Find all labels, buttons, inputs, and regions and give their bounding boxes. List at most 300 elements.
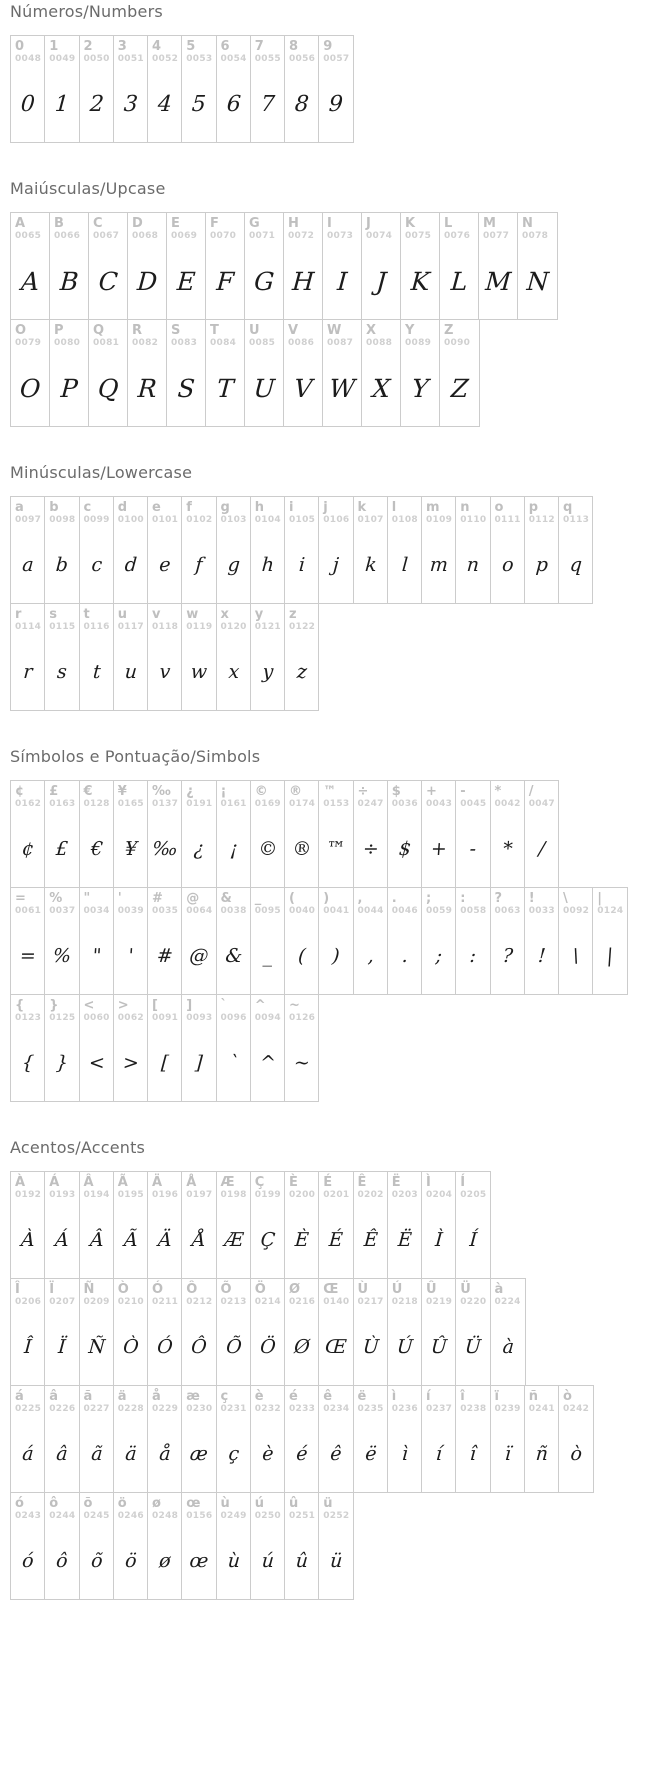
glyph-unicode-label: 0044 (357, 906, 384, 916)
glyph-preview: > (121, 1052, 140, 1074)
glyph-preview: å (158, 1443, 172, 1465)
glyph-cell (251, 1493, 285, 1599)
glyph-char-label: Î (15, 1282, 20, 1297)
glyph-char-label: Ì (426, 1175, 431, 1190)
glyph-cell (525, 781, 558, 887)
glyph-char-label: Ã (117, 1175, 128, 1190)
glyph-preview: ò (569, 1443, 583, 1465)
glyph-unicode-label: 0062 (117, 1013, 144, 1023)
glyph-unicode-label: 0096 (220, 1013, 247, 1023)
glyph-char-label: æ (186, 1389, 200, 1404)
glyph-char-label: e (152, 500, 161, 515)
section-title: Números/Numbers (10, 2, 163, 21)
glyph-unicode-label: 0196 (152, 1190, 179, 1200)
glyph-cell (285, 888, 319, 994)
glyph-char-label: ™ (323, 784, 337, 799)
glyph-unicode-label: 0043 (426, 799, 453, 809)
glyph-unicode-label: 0243 (15, 1511, 42, 1521)
glyph-unicode-label: 0039 (117, 906, 144, 916)
glyph-cell (182, 1386, 216, 1492)
glyph-char-label: Ù (357, 1282, 369, 1297)
glyph-unicode-label: 0156 (186, 1511, 213, 1521)
glyph-unicode-label: 0087 (327, 338, 354, 348)
glyph-preview: ™ (325, 838, 347, 860)
glyph-preview: ) (331, 945, 341, 967)
glyph-char-label: n (460, 500, 470, 515)
glyph-unicode-label: 0097 (15, 515, 42, 525)
glyph-preview: 5 (191, 91, 208, 117)
glyph-unicode-label: 0119 (186, 622, 213, 632)
glyph-char-label: £ (49, 784, 59, 799)
glyph-char-label: ? (494, 891, 503, 906)
glyph-cell (251, 604, 285, 710)
glyph-char-label: Ò (117, 1282, 129, 1297)
glyph-char-label: 8 (289, 39, 299, 54)
glyph-cell (285, 995, 318, 1101)
glyph-preview: ! (537, 945, 547, 967)
glyph-preview: ö (124, 1550, 138, 1572)
glyph-char-label: m (426, 500, 440, 515)
glyph-preview: õ (89, 1550, 103, 1572)
glyph-cell (148, 888, 182, 994)
glyph-row (10, 1278, 526, 1386)
glyph-char-label: R (132, 323, 143, 338)
glyph-preview: ~ (293, 1052, 311, 1074)
glyph-unicode-label: 0079 (15, 338, 42, 348)
glyph-char-label: H (288, 216, 299, 231)
glyph-preview: Ó (156, 1336, 174, 1358)
glyph-cell (148, 497, 182, 603)
glyph-preview: Æ (223, 1229, 244, 1251)
glyph-unicode-label: 0199 (254, 1190, 281, 1200)
glyph-preview: o (500, 554, 514, 576)
glyph-preview: ? (501, 945, 514, 967)
glyph-preview: @ (188, 945, 210, 967)
glyph-char-label: u (117, 607, 128, 622)
glyph-unicode-label: 0095 (254, 906, 281, 916)
glyph-cell (217, 1172, 251, 1278)
glyph-char-label: é (289, 1389, 298, 1404)
glyph-char-label: o (494, 500, 504, 515)
glyph-char-label: V (288, 323, 299, 338)
glyph-cell (45, 995, 79, 1101)
glyph-cell (285, 1493, 319, 1599)
glyph-cell (11, 781, 45, 887)
glyph-char-label: \ (563, 891, 568, 906)
glyph-unicode-label: 0068 (132, 231, 159, 241)
glyph-cell (45, 36, 79, 142)
glyph-unicode-label: 0218 (391, 1297, 418, 1307)
glyph-preview: Z (450, 373, 470, 403)
glyph-cell (388, 1172, 422, 1278)
glyph-cell (251, 888, 285, 994)
glyph-cell (148, 1279, 182, 1385)
glyph-char-label: ó (15, 1496, 24, 1511)
glyph-cell (362, 320, 401, 426)
glyph-unicode-label: 0090 (444, 338, 471, 348)
glyph-char-label: : (460, 891, 466, 906)
glyph-preview: . (400, 945, 409, 967)
glyph-preview: h (260, 554, 275, 576)
glyph-preview: D (136, 266, 159, 296)
glyph-cell (11, 1279, 45, 1385)
glyph-unicode-label: 0235 (357, 1404, 384, 1414)
glyph-unicode-label: 0042 (494, 799, 521, 809)
glyph-preview: ï (503, 1443, 512, 1465)
glyph-char-label: 9 (323, 39, 333, 54)
glyph-cell (319, 497, 353, 603)
glyph-cell (114, 888, 148, 994)
glyph-preview: ¥ (123, 838, 138, 860)
glyph-unicode-label: 0206 (15, 1297, 42, 1307)
glyph-unicode-label: 0228 (117, 1404, 144, 1414)
glyph-cell (354, 781, 388, 887)
glyph-char-label: Õ (220, 1282, 232, 1297)
glyph-char-label: ( (289, 891, 295, 906)
glyph-preview: ü (329, 1550, 344, 1572)
glyph-unicode-label: 0047 (528, 799, 555, 809)
glyph-preview: e (158, 554, 172, 576)
glyph-row (10, 994, 319, 1102)
glyph-cell (388, 1279, 422, 1385)
glyph-unicode-label: 0250 (254, 1511, 281, 1521)
glyph-unicode-label: 0244 (49, 1511, 76, 1521)
glyph-char-label: 1 (49, 39, 59, 54)
glyph-preview: ç (227, 1443, 240, 1465)
glyph-char-label: j (323, 500, 328, 515)
glyph-preview: ¡ (228, 838, 238, 860)
glyph-char-label: { (15, 998, 25, 1013)
glyph-char-label: ò (563, 1389, 572, 1404)
glyph-preview: z (296, 661, 308, 683)
glyph-cell (217, 604, 251, 710)
glyph-unicode-label: 0071 (249, 231, 276, 241)
glyph-unicode-label: 0112 (528, 515, 555, 525)
glyph-char-label: ¡ (220, 784, 227, 799)
glyph-char-label: q (563, 500, 573, 515)
glyph-char-label: Ü (460, 1282, 471, 1297)
glyph-cell (45, 1386, 79, 1492)
glyph-char-label: í (426, 1389, 431, 1404)
glyph-char-label: É (323, 1175, 333, 1190)
glyph-char-label: P (54, 323, 64, 338)
glyph-char-label: è (254, 1389, 264, 1404)
glyph-cell (319, 888, 353, 994)
glyph-char-label: ' (117, 891, 122, 906)
glyph-char-label: E (171, 216, 180, 231)
section-uppercase (10, 179, 661, 427)
glyph-row (10, 319, 480, 427)
glyph-unicode-label: 0198 (220, 1190, 247, 1200)
glyph-preview: G (253, 266, 276, 296)
glyph-unicode-label: 0224 (494, 1297, 521, 1307)
glyph-unicode-label: 0121 (254, 622, 281, 632)
glyph-preview: T (215, 373, 235, 403)
glyph-preview: ^ (258, 1052, 277, 1074)
glyph-preview: 2 (88, 91, 105, 117)
glyph-preview: Ö (259, 1336, 277, 1358)
glyph-char-label: [ (152, 998, 158, 1013)
glyph-preview: Ä (157, 1229, 173, 1251)
glyph-preview: g (226, 554, 241, 576)
glyph-cell (114, 604, 148, 710)
glyph-cell (401, 320, 440, 426)
glyph-preview: ì (400, 1443, 409, 1465)
glyph-preview: á (21, 1443, 35, 1465)
glyph-char-label: d (117, 500, 128, 515)
glyph-cell (525, 888, 559, 994)
glyph-char-label: < (83, 998, 95, 1013)
glyph-preview: l (400, 554, 409, 576)
glyph-unicode-label: 0169 (254, 799, 281, 809)
glyph-cell (285, 604, 318, 710)
glyph-char-label: w (186, 607, 199, 622)
glyph-char-label: ¥ (117, 784, 127, 799)
glyph-preview: U (252, 373, 276, 403)
glyph-preview: Ï (57, 1336, 67, 1358)
glyph-char-label: Æ (220, 1175, 235, 1190)
glyph-cell (11, 497, 45, 603)
glyph-unicode-label: 0040 (289, 906, 316, 916)
glyph-char-label: } (49, 998, 59, 1013)
glyph-preview: = (19, 945, 37, 967)
glyph-char-label: 3 (117, 39, 127, 54)
glyph-row (10, 496, 593, 604)
glyph-cell (182, 888, 216, 994)
glyph-preview: i (298, 554, 306, 576)
glyph-preview: Ê (362, 1229, 379, 1251)
glyph-preview: * (501, 838, 513, 860)
glyph-unicode-label: 0238 (460, 1404, 487, 1414)
glyph-unicode-label: 0067 (93, 231, 120, 241)
glyph-unicode-label: 0075 (405, 231, 432, 241)
glyph-char-label: ñ (528, 1389, 539, 1404)
section-title: Símbolos e Pontuação/Simbols (10, 747, 261, 766)
glyph-preview: 0 (20, 91, 36, 117)
glyph-preview: Ò (122, 1336, 140, 1358)
glyph-unicode-label: 0217 (357, 1297, 384, 1307)
glyph-cell (388, 781, 422, 887)
glyph-unicode-label: 0076 (444, 231, 471, 241)
glyph-unicode-label: 0066 (54, 231, 81, 241)
glyph-unicode-label: 0163 (49, 799, 76, 809)
glyph-preview: Á (54, 1229, 70, 1251)
glyph-unicode-label: 0242 (563, 1404, 590, 1414)
glyph-unicode-label: 0225 (15, 1404, 42, 1414)
glyph-unicode-label: 0195 (117, 1190, 144, 1200)
glyph-cell (217, 497, 251, 603)
glyph-char-label: € (83, 784, 93, 799)
glyph-row (10, 212, 558, 320)
glyph-unicode-label: 0211 (152, 1297, 179, 1307)
glyph-cell (388, 497, 422, 603)
glyph-cell (251, 1279, 285, 1385)
glyph-unicode-label: 0207 (49, 1297, 76, 1307)
glyph-preview: 9 (328, 91, 345, 117)
glyph-char-label: Z (444, 323, 454, 338)
glyph-char-label: _ (254, 891, 262, 906)
glyph-unicode-label: 0241 (528, 1404, 555, 1414)
glyph-preview: à (501, 1336, 515, 1358)
glyph-cell (11, 1493, 45, 1599)
glyph-preview: ¢ (21, 838, 35, 860)
glyph-preview: 3 (122, 91, 139, 117)
glyph-char-label: 4 (152, 39, 162, 54)
glyph-cell (80, 1493, 114, 1599)
glyph-unicode-label: 0065 (15, 231, 42, 241)
glyph-preview: É (328, 1229, 344, 1251)
glyph-preview: u (123, 661, 138, 683)
glyph-unicode-label: 0113 (563, 515, 590, 525)
glyph-cell (45, 1172, 79, 1278)
glyph-unicode-label: 0174 (289, 799, 316, 809)
glyph-preview: 4 (157, 91, 173, 117)
glyph-cell (251, 995, 285, 1101)
glyph-char-label: g (220, 500, 230, 515)
glyph-char-label: % (49, 891, 63, 906)
glyph-cell (182, 995, 216, 1101)
glyph-cell (206, 213, 245, 319)
glyph-unicode-label: 0249 (220, 1511, 247, 1521)
glyph-preview: Q (97, 373, 120, 403)
glyph-cell (559, 497, 592, 603)
glyph-char-label: > (117, 998, 129, 1013)
glyph-cell (319, 1493, 353, 1599)
glyph-unicode-label: 0082 (132, 338, 159, 348)
glyph-row (10, 887, 628, 995)
glyph-cell (80, 888, 114, 994)
glyph-cell (284, 320, 323, 426)
glyph-cell (217, 36, 251, 142)
glyph-char-label: s (49, 607, 57, 622)
glyph-cell (80, 36, 114, 142)
glyph-cell (217, 1279, 251, 1385)
glyph-cell (251, 1386, 285, 1492)
glyph-char-label: L (444, 216, 453, 231)
glyph-char-label: / (528, 784, 534, 799)
glyph-char-label: Á (49, 1175, 60, 1190)
glyph-preview: / (537, 838, 546, 860)
glyph-preview: t (91, 661, 101, 683)
glyph-char-label: ‰ (152, 784, 171, 799)
glyph-preview: Ü (464, 1336, 482, 1358)
glyph-cell (11, 1386, 45, 1492)
glyph-preview: È (294, 1229, 310, 1251)
glyph-char-label: ú (254, 1496, 265, 1511)
glyph-char-label: 7 (254, 39, 264, 54)
glyph-char-label: ® (289, 784, 302, 799)
glyph-preview: û (295, 1550, 309, 1572)
glyph-preview: y (261, 661, 274, 683)
glyph-row (10, 1492, 354, 1600)
glyph-unicode-label: 0037 (49, 906, 76, 916)
glyph-char-label: B (54, 216, 64, 231)
glyph-cell (182, 497, 216, 603)
glyph-char-label: * (494, 784, 502, 799)
glyph-unicode-label: 0108 (391, 515, 418, 525)
glyph-cell (422, 781, 456, 887)
glyph-preview: s (56, 661, 68, 683)
glyph-preview: # (156, 945, 174, 967)
glyph-unicode-label: 0109 (426, 515, 453, 525)
glyph-char-label: Ä (152, 1175, 163, 1190)
glyph-cell (354, 1386, 388, 1492)
glyph-unicode-label: 0064 (186, 906, 213, 916)
glyph-preview: K (409, 266, 431, 296)
glyph-cell (148, 1172, 182, 1278)
glyph-unicode-label: 0125 (49, 1013, 76, 1023)
glyph-preview: Õ (224, 1336, 242, 1358)
glyph-unicode-label: 0239 (494, 1404, 521, 1414)
glyph-char-label: Ó (152, 1282, 164, 1297)
glyph-char-label: J (366, 216, 371, 231)
glyph-cell (80, 497, 114, 603)
glyph-unicode-label: 0162 (15, 799, 42, 809)
glyph-cell (285, 1279, 319, 1385)
glyph-cell (45, 497, 79, 603)
glyph-unicode-label: 0088 (366, 338, 393, 348)
glyph-preview: 8 (294, 91, 310, 117)
glyph-preview: Y (411, 373, 430, 403)
glyph-preview: n (466, 554, 481, 576)
glyph-cell (456, 781, 490, 887)
glyph-unicode-label: 0205 (460, 1190, 487, 1200)
glyph-cell (114, 497, 148, 603)
glyph-char-label: ç (220, 1389, 229, 1404)
glyph-cell (245, 320, 284, 426)
glyph-preview: ê (329, 1443, 343, 1465)
glyph-unicode-label: 0201 (323, 1190, 350, 1200)
glyph-preview: ; (434, 945, 443, 967)
glyph-char-label: Y (405, 323, 415, 338)
glyph-preview: À (20, 1229, 36, 1251)
glyph-preview: Ç (259, 1229, 276, 1251)
glyph-preview: } (55, 1052, 69, 1074)
glyph-char-label: Å (186, 1175, 197, 1190)
glyph-unicode-label: 0074 (366, 231, 393, 241)
glyph-unicode-label: 0058 (460, 906, 487, 916)
glyph-unicode-label: 0061 (15, 906, 42, 916)
glyph-preview: ] (194, 1052, 204, 1074)
glyph-char-label: 0 (15, 39, 25, 54)
glyph-unicode-label: 0116 (83, 622, 110, 632)
glyph-cell (559, 1386, 593, 1492)
glyph-char-label: Œ (323, 1282, 339, 1297)
glyph-cell (491, 1386, 525, 1492)
glyph-cell (114, 1493, 148, 1599)
glyph-unicode-label: 0089 (405, 338, 432, 348)
section-accents (10, 1138, 661, 1600)
glyph-cell (80, 604, 114, 710)
glyph-char-label: + (426, 784, 437, 799)
glyph-cell (50, 320, 89, 426)
glyph-preview: d (123, 554, 138, 576)
glyph-unicode-label: 0036 (391, 799, 418, 809)
glyph-cell (182, 604, 216, 710)
glyph-cell (148, 781, 182, 887)
section-lowercase (10, 463, 661, 711)
glyph-preview: ¿ (193, 838, 206, 860)
glyph-cell (45, 1279, 79, 1385)
glyph-cell (114, 1279, 148, 1385)
glyph-preview: í (435, 1443, 443, 1465)
glyph-unicode-label: 0120 (220, 622, 247, 632)
glyph-cell (148, 1493, 182, 1599)
glyph-preview: Œ (324, 1336, 348, 1358)
glyph-preview: C (97, 266, 119, 296)
glyph-preview: - (469, 838, 478, 860)
glyph-preview: M (484, 266, 513, 296)
